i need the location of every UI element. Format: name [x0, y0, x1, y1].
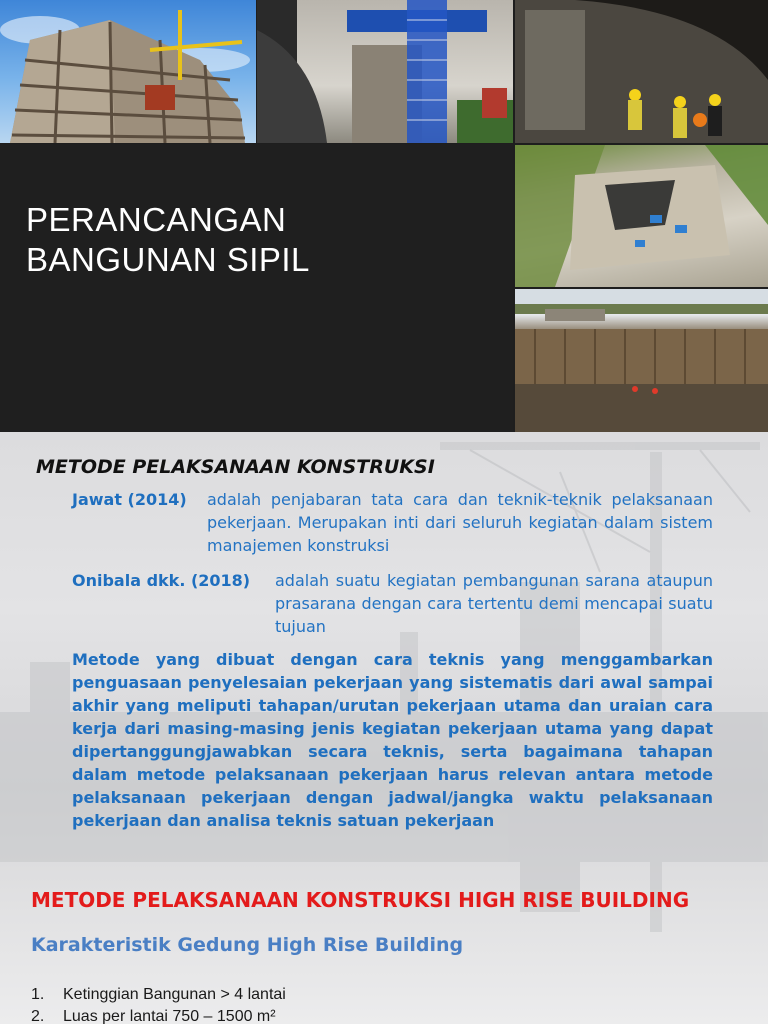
list-item: [31, 1006, 286, 1024]
characteristics-list: [31, 984, 286, 1024]
subheading-karakteristik: Karakteristik Gedung High Rise Building: [31, 934, 464, 956]
photo-collage: [0, 0, 768, 432]
definition-term-jawat: Jawat (2014): [72, 490, 187, 509]
content-section: [0, 432, 768, 1024]
photo-excavation-site: [515, 145, 768, 287]
list-item-number: 1.: [31, 986, 45, 1003]
list-item-text: Ketinggian Bangunan > 4 lantai: [63, 986, 286, 1003]
photo-sheet-pile-foundation: [515, 289, 768, 432]
page-title: PERANCANGAN BANGUNAN SIPIL: [26, 201, 310, 278]
method-paragraph: Metode yang dibuat dengan cara teknis yang menggambarkan penguasaan penyelesaian pekerjaan yang sistematis dari awal sampai akhir yang meliputi tahapan/urutan pekerjaan utama dan uraian cara kerja dari masing-masing jenis kegiatan pekerjaan utama yang dapat dipertanggungjawabkan secara teknis, serta bagaimana tahapan dalam metode pelaksanaan pekerjaan harus relevan antara metode pelaksanaan pekerjaan dengan jadwal/jangka waktu pelaksanaan pekerjaan dan analisa teknis satuan pekerjaan: [72, 650, 713, 830]
definition-text-onibala: adalah suatu kegiatan pembangunan sarana ataupun prasarana dengan cara tertentu demi mencapai suatu tujuan: [275, 571, 713, 636]
photo-tunnel-workers: [515, 0, 768, 143]
list-item-text: Luas per lantai 750 – 1500 m²: [63, 1008, 276, 1024]
photo-bridge-pier-construction: [257, 0, 513, 143]
definition-term-onibala: Onibala dkk. (2018): [72, 571, 251, 590]
definition-text-jawat: adalah penjabaran tata cara dan teknik-teknik pelaksanaan pekerjaan. Merupakan inti dari seluruh kegiatan dalam sistem manajemen konstruksi: [207, 490, 713, 555]
title-panel: [0, 144, 513, 432]
list-item: [31, 984, 286, 1006]
photo-building-under-construction: [0, 0, 256, 143]
section-heading-high-rise: METODE PELAKSANAAN KONSTRUKSI HIGH RISE BUILDING: [31, 888, 690, 912]
list-item-number: 2.: [31, 1008, 45, 1024]
section-heading-metode: METODE PELAKSANAAN KONSTRUKSI: [36, 456, 435, 478]
